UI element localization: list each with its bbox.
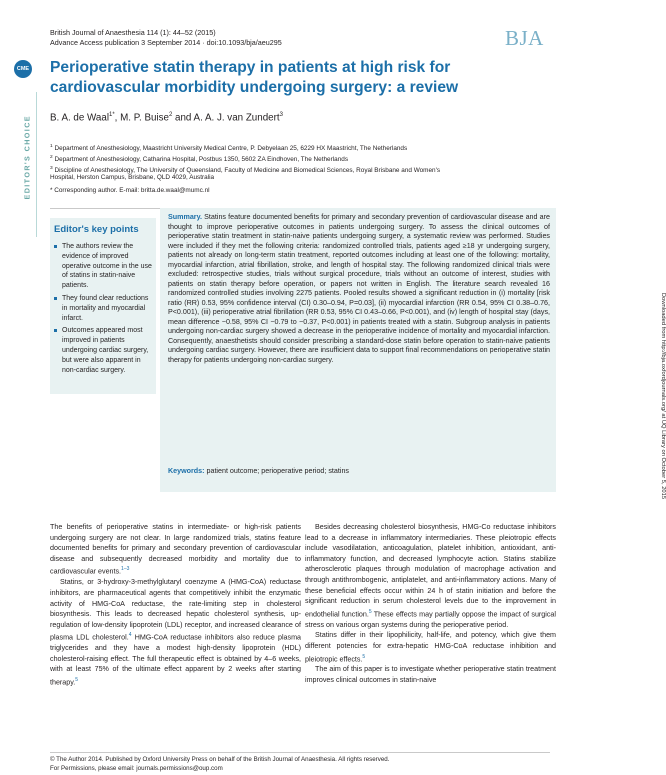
author-list: [50, 112, 283, 123]
cme-badge-icon: CME: [14, 60, 32, 78]
summary-text: Statins feature documented benefits for primary and secondary prevention of cardiovascular disease and are thought to improve perioperative outcomes in patients undergoing surgery. To assess the clinical outcomes of perioperative statin treatment in statin-naive patients undergoing surgery, a systematic review was performed. Studies were included if they met the following criteria: randomized controlled trials, patients aged ≥18 yr undergoing surgery, patients not already on long-term statin treatment, reported outcomes including at least one of the following: mortality, myocardial infarction, atrial fibrillation, stroke, and length of hospital stay. The following randomized clinical trials were excluded: retrospective studies, trials without surgical procedure, trials without an outcome of interest, studies with patients on statin therapy before operation, or papers not written in English. The literature search revealed 16 randomized controlled studies involving 2275 patients. Pooled results showed a significant reduction in (i) mortality [risk ratio (RR) 0.53, 95% confidence interval (CI) 0.30–0.94, P=0.03], (ii) myocardial infarction (RR 0.54, 95% CI 0.38–0.76, P<0.001), (iii) perioperative atrial fibrillation (RR 0.53, 95% CI 0.43–0.66, P<0.001), and (iv) length of hospital stay (days, mean difference −0.58, 95% CI −0.79 to −0.37, P<0.001) in patients treated with a statin. Subgroup analysis in patients undergoing non-cardiac surgery showed a decrease in the perioperative incidence of mortality and myocardial infarction. Consequently, anaesthetists should consider prescribing a standard-dose statin before operation to statin-naive patients undergoing cardiac surgery. However, there are insufficient data to support final recommendations on perioperative statin therapy for patients undergoing non-cardiac surgery.: [168, 213, 550, 364]
keywords-text: patient outcome; perioperative period; statins: [204, 467, 349, 475]
key-point-item: They found clear reductions in mortality and myocardial infarct.: [54, 294, 154, 323]
body-paragraph: Statins, or 3-hydroxy-3-methylglutaryl coenzyme A (HMG-CoA) reductase inhibitors, are pharmaceutical agents that competitively inhibit the enzymatic activity of HMG-CoA reductase, the rate-limiting step in cholesterol biosynthesis. This leads to decreased hepatic cholesterol synthesis, up-regulation of low-density lipoprotein (LDL) receptor, and increased clearance of plasma LDL cholesterol.$^4$ HMG-CoA reductase inhibitors also reduce plasma triglycerides and they have a modest high-density lipoprotein (HDL) cholesterol-raising effect. The full therapeutic effect is obtained by 4–6 weeks, with at least 75% of the ultimate effect apparent by 2 weeks after starting therapy.$^5$: [50, 578, 301, 687]
editors-choice-rule: [36, 92, 37, 237]
body-paragraph: Besides decreasing cholesterol biosynthesis, HMG-Co reductase inhibitors lead to a decrease in inflammatory intermediaries. These pleiotropic effects include vasodilatation, anticoagulation, platelet inhibition, antioxidant, anti-inflammatory function, and decreased lymphocyte action. Statins stabilize atherosclerotic plaques through modulation of macrophage activation and through antithrombogenic, antiplatelet, and anti-inflammatory actions. Many of these beneficial effects occur within 24 h of statin initiation and before the significant reduction in serum cholesterol levels due to the improvement in endothelial function.$^5$ These effects may partially oppose the impact of surgical stress on various organ systems during the perioperative period.: [305, 523, 556, 629]
copyright-line: © The Author 2014. Published by Oxford University Press on behalf of the British Journal of Anaesthesia. All rights reserved.: [50, 756, 390, 763]
corresponding-author: * Corresponding author. E-mail: britta.de.waal@mumc.nl: [50, 187, 210, 194]
key-points-list: [54, 242, 154, 378]
journal-citation: [50, 28, 282, 48]
affiliation-2: $^2$ Department of Anesthesiology, Catharina Hospital, Postbus 1350, 5602 ZA Eindhoven, The Netherlands: [50, 155, 349, 164]
author-name: M. P. Buise: [120, 112, 169, 124]
abstract-summary: [168, 213, 550, 365]
bja-logo: BJA: [505, 26, 544, 50]
keywords: [168, 467, 550, 475]
affiliation-1: $^1$ Department of Anesthesiology, Maastricht University Medical Centre, P. Debyelaan 25, 6229 HX Maastricht, The Netherlands: [50, 144, 408, 153]
citation-link[interactable]: 5: [362, 653, 366, 660]
key-points-title: Editor's key points: [54, 224, 139, 235]
affiliation-3: $^3$ Discipline of Anesthesiology, The University of Queensland, Faculty of Medicine and Biomedical Sciences, Royal Brisbane and Women's: [50, 166, 441, 175]
key-point-item: Outcomes appeared most improved in patients undergoing cardiac surgery, but were also apparent in non-cardiac surgery.: [54, 326, 154, 375]
author-separator: ,: [114, 112, 121, 124]
body-paragraph: The benefits of perioperative statins in intermediate- or high-risk patients undergoing surgery are not clear. In large randomized trials, statins feature documented benefits for primary and secondary prevention of cardiovascular disease and subsequently decreased morbidity and mortality due to cardiovascular events.$^{1-3}$: [50, 523, 301, 576]
body-paragraph: The aim of this paper is to investigate whether perioperative statin treatment improves clinical outcomes in statin-naive: [305, 665, 556, 685]
author-affiliation-mark: 3: [279, 112, 283, 118]
editors-choice-label: EDITOR'S CHOICE: [22, 115, 32, 200]
citation-link[interactable]: 4: [128, 632, 132, 639]
article-title: [50, 58, 520, 98]
journal-line-1: British Journal of Anaesthesia 114 (1): 44–52 (2015): [50, 28, 216, 37]
body-column-1: [50, 522, 301, 688]
key-point-item: The authors review the evidence of improved operative outcome in the use of statins in statin-naive patients.: [54, 242, 154, 291]
citation-link[interactable]: 1–3: [121, 566, 130, 573]
summary-label: Summary.: [168, 213, 202, 221]
keywords-label: Keywords:: [168, 467, 205, 475]
journal-line-2: Advance Access publication 3 September 2014 · doi:10.1093/bja/aeu295: [50, 38, 282, 47]
author-name: A. A. J. van Zundert: [193, 112, 280, 124]
citation-link[interactable]: 5: [368, 608, 372, 615]
author-affiliation-mark: 1*: [109, 112, 115, 118]
author-affiliation-mark: 2: [168, 112, 173, 118]
author-name: B. A. de Waal: [50, 112, 109, 124]
affiliation-3-cont: Hospital, Herston Campus, Brisbane, QLD 4029, Australia: [50, 174, 215, 181]
body-paragraph: Statins differ in their lipophilicity, half-life, and potency, which give them different potencies for extra-hepatic HMG-CoA reductase inhibition and pleiotropic effects.$^5$: [305, 631, 556, 663]
author-separator: and: [172, 112, 194, 124]
footer-divider: [50, 752, 550, 753]
body-column-2: [305, 522, 556, 686]
title-line-1: Perioperative statin therapy in patients at high risk for: [50, 59, 451, 76]
title-line-2: cardiovascular morbidity undergoing surgery: a review: [50, 79, 459, 96]
citation-link[interactable]: 5: [75, 677, 79, 684]
download-note: Downloaded from http://bja.oxfordjournals.org/ at UQ Library on October 5, 2015: [660, 292, 666, 500]
permissions-line: For Permissions, please email: journals.permissions@oup.com: [50, 765, 223, 772]
